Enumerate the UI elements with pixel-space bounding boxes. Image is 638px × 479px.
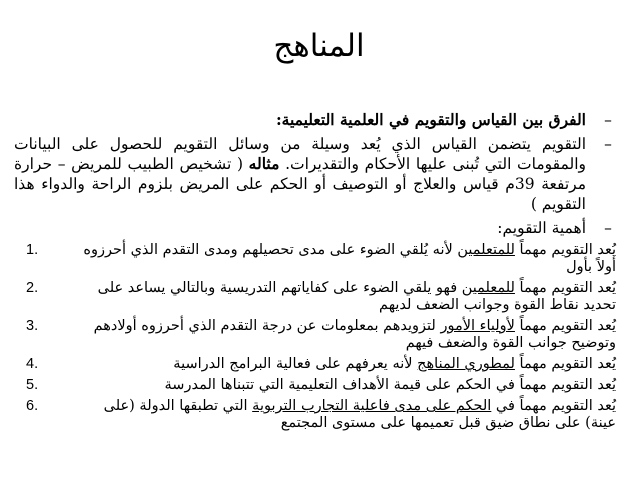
bullet-dash: – — [604, 219, 612, 237]
item-text: يُعد التقويم مهماً في الحكم على قيمة الأهداف التعليمية التي تتبناها المدرسة — [164, 377, 616, 393]
list-item — [14, 318, 616, 352]
item-text-rest: فهو يلقي الضوء على كفاياتهم التدريسية وبالتالي يساعد على تحديد نقاط القوة وجوانب الضعف لديهم — [97, 280, 616, 313]
item-number: 4. — [26, 356, 39, 372]
bullet-text — [14, 134, 586, 214]
example-label: مثاله — [248, 154, 280, 173]
item-text: يُعد التقويم مهماً — [514, 318, 616, 334]
item-text: يُعد التقويم مهماً في — [491, 398, 616, 414]
slide-content — [14, 110, 616, 436]
bullet-dash: – — [604, 111, 612, 129]
item-number: 3. — [26, 318, 39, 334]
definition-text: التقويم يتضمن القياس الذي يُعد وسيلة من وسائل التقويم للحصول على البيانات والمقومات التي تُبنى عليها الأحكام والتقديرات. — [14, 135, 586, 173]
item-underlined: للمتعلمين — [457, 242, 515, 258]
item-text-rest: التي تطبقها الدولة (على عينة) على نطاق ضيق قبل تعميمها على مستوى المجتمع — [103, 398, 616, 431]
item-number: 2. — [26, 280, 39, 296]
bullet-text: أهمية التقويم: — [497, 219, 586, 237]
list-item — [14, 242, 616, 276]
item-text-rest: لأنه يعرفهم على فعالية البرامج الدراسية — [173, 356, 418, 372]
item-underlined: لأولياء الأمور — [440, 318, 515, 334]
bullet-dash: – — [604, 135, 612, 153]
item-underlined: الحكم على مدى فاعلية التجارب التربوية — [252, 398, 492, 414]
item-text: يُعد التقويم مهماً — [514, 242, 616, 258]
item-underlined: للمعلمين — [461, 280, 515, 296]
item-number: 1. — [26, 242, 39, 258]
item-text: يُعد التقويم مهماً — [514, 280, 616, 296]
bullet-importance — [14, 218, 616, 238]
slide-title: المناهج — [273, 28, 365, 64]
item-text-rest: لتزويدهم بمعلومات عن درجة التقدم الذي أحرزوه أولادهم وتوضيح جوانب القوة والضعف فيهم — [93, 318, 616, 351]
item-text-rest: لأنه يُلقي الضوء على مدى تحصيلهم ومدى التقدم الذي أحرزوه أولاً بأول — [83, 242, 616, 275]
item-number: 5. — [26, 377, 39, 393]
bullet-difference — [14, 110, 616, 130]
bullet-definition — [14, 134, 616, 214]
list-item — [14, 398, 616, 432]
list-item — [14, 377, 616, 394]
bullet-text: الفرق بين القياس والتقويم في العلمية التعليمية: — [275, 110, 586, 129]
list-item — [14, 280, 616, 314]
item-underlined: لمطوري المناهج — [417, 356, 515, 372]
item-number: 6. — [26, 398, 39, 414]
list-item — [14, 356, 616, 373]
importance-list — [14, 242, 616, 432]
item-text: يُعد التقويم مهماً — [514, 356, 616, 372]
example-text: ( تشخيص الطبيب للمريض – حرارة مرتفعة 39م قياس والعلاج أو التوصيف أو الحكم على المريض بلزوم الراحة والدواء هذا التقويم ) — [14, 155, 586, 213]
